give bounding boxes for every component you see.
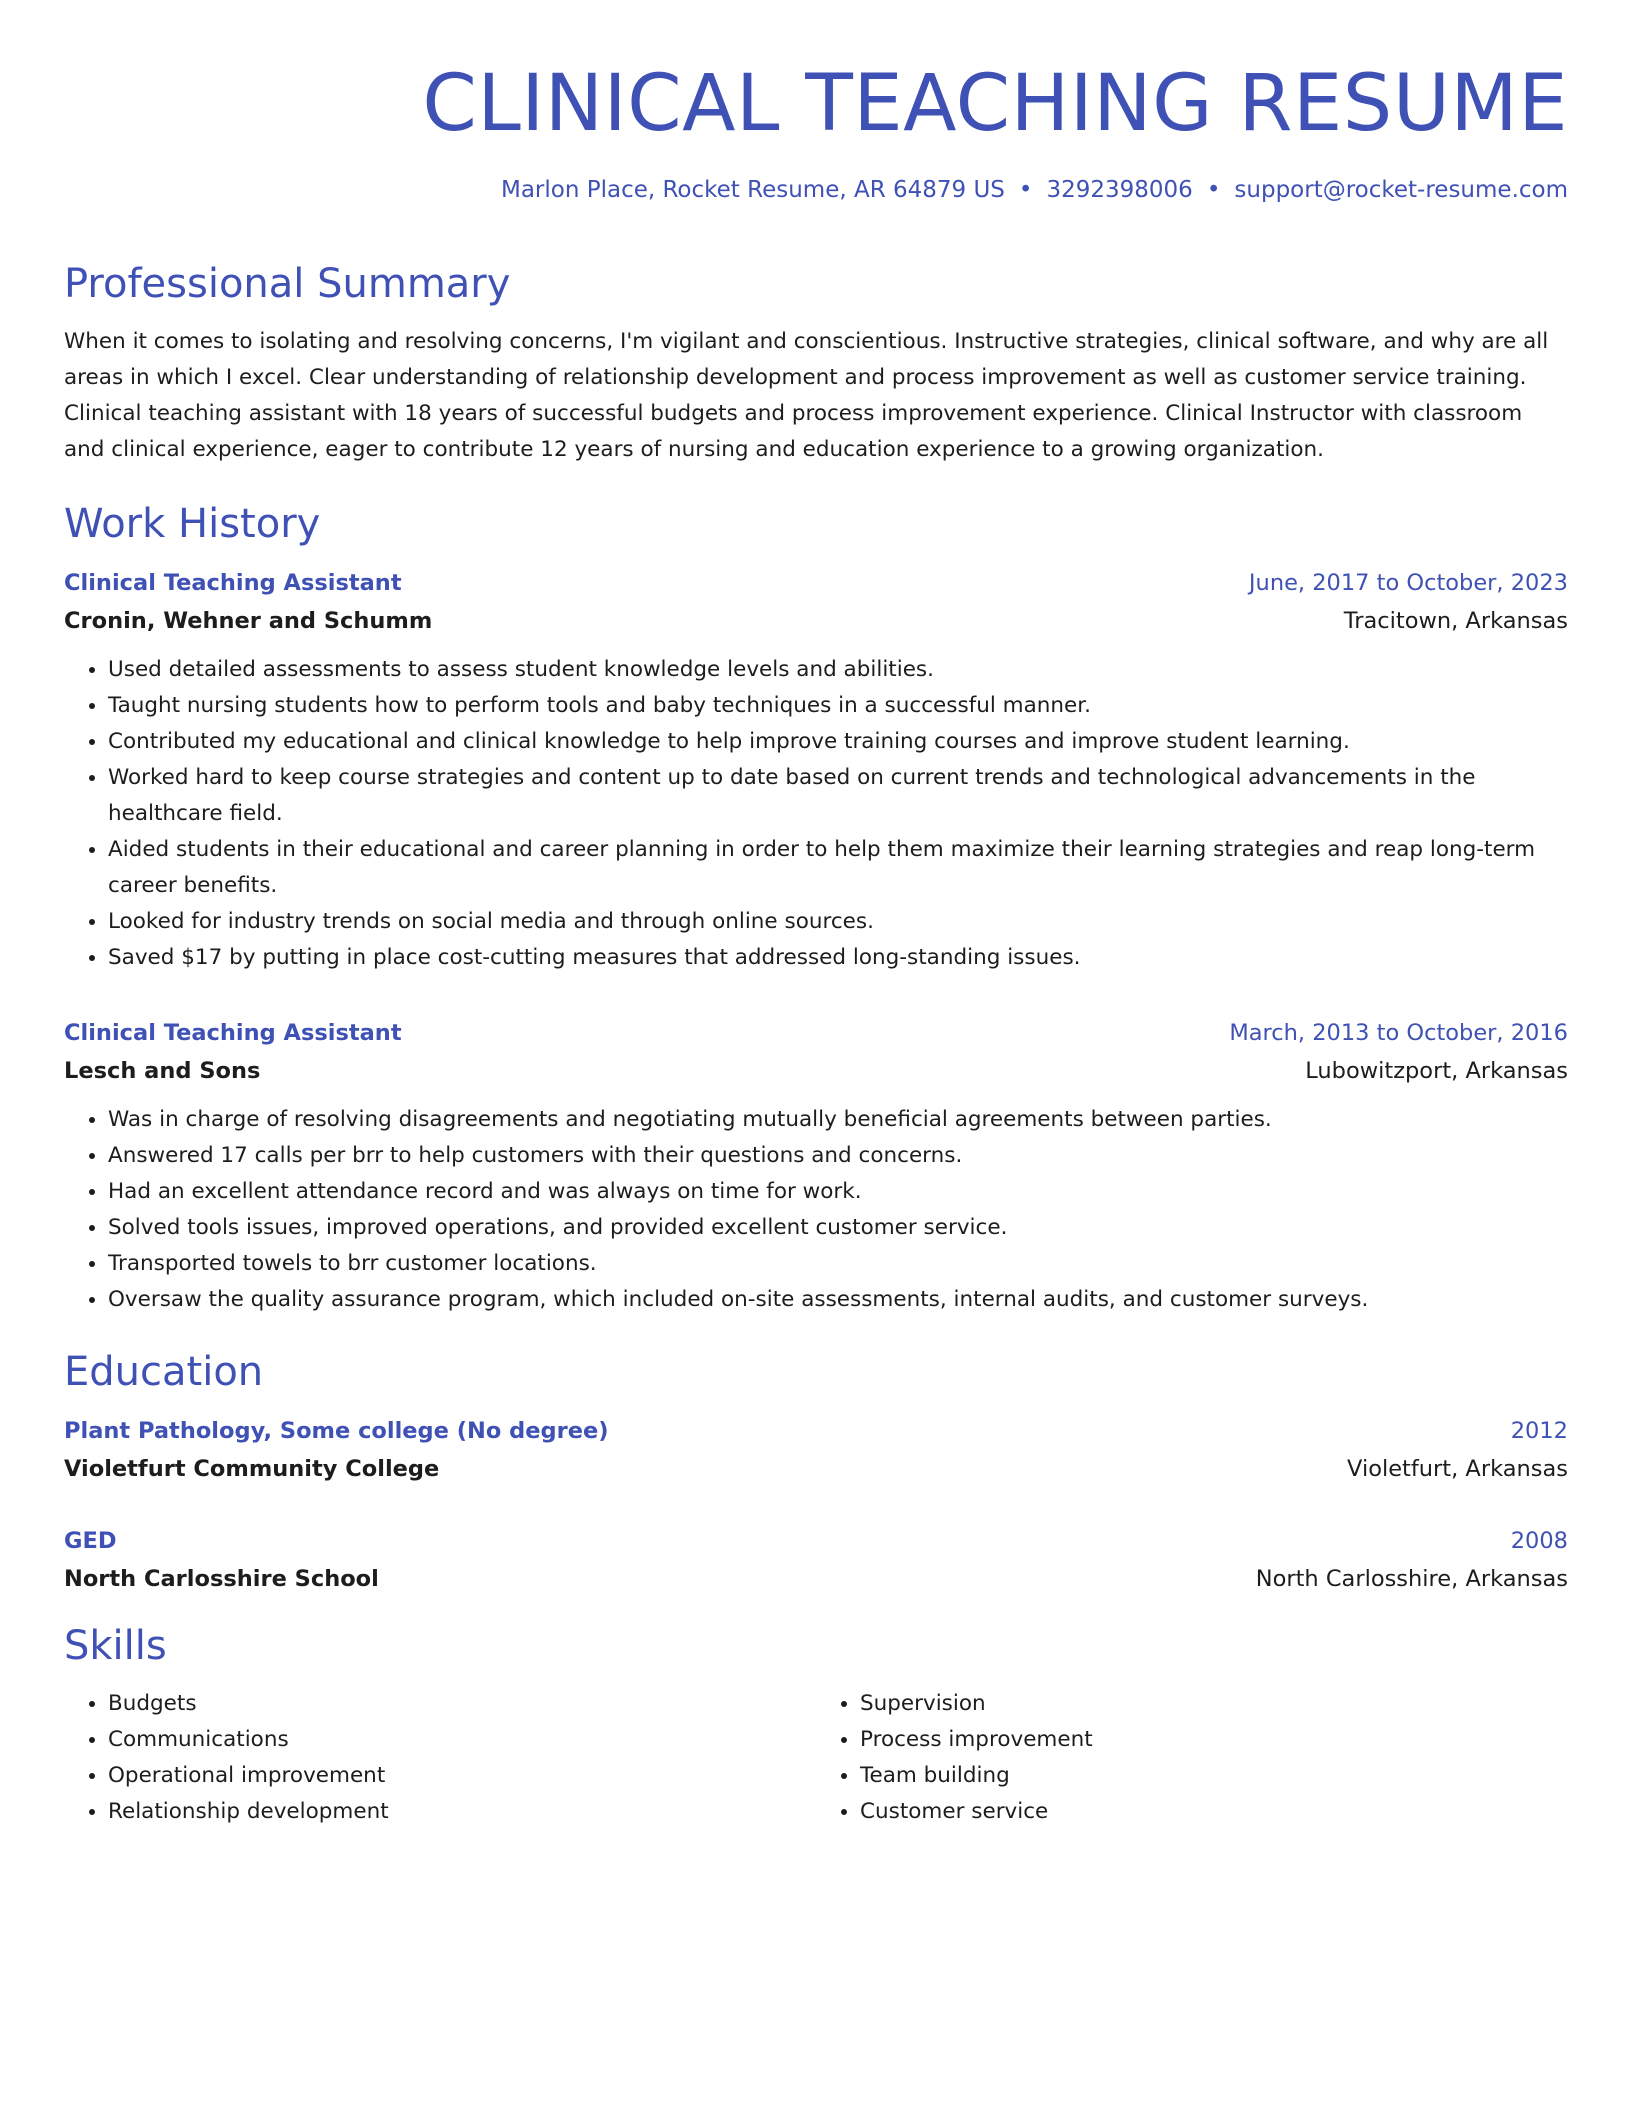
skills-grid: [64, 1686, 1568, 1830]
education-section: [64, 1346, 1568, 1598]
education-location: Violetfurt, Arkansas: [1347, 1456, 1568, 1482]
resume-header: [64, 56, 1568, 206]
education-school-row: [64, 1450, 1568, 1488]
job-location: Tracitown, Arkansas: [1343, 608, 1568, 634]
list-item: • Answered 17 calls per brr to help customers with their questions and concerns.: [108, 1138, 1568, 1174]
job-dates: March, 2013 to October, 2016: [1229, 1020, 1568, 1046]
list-item: • Had an excellent attendance record and was always on time for work.: [108, 1174, 1568, 1210]
education-heading: Education: [64, 1349, 264, 1395]
skill-item: • Budgets: [108, 1686, 816, 1722]
summary-text: When it comes to isolating and resolving concerns, I'm vigilant and conscientious. Instructive strategies, clinical software, and why are all areas in which I excel. Clear understanding of relationship development and process improvement as well as customer service training. Clinical teaching assistant with 18 years of successful budgets and process improvement experience. Clinical Instructor with classroom and clinical experience, eager to contribute 12 years of nursing and education experience to a growing organization.: [64, 329, 1549, 462]
job-entry: [64, 564, 1568, 976]
skills-column-right: [816, 1686, 1568, 1830]
education-school: North Carlosshire School: [64, 1566, 379, 1592]
list-item: • Aided students in their educational and career planning in order to help them maximize their learning strategies and reap long-term career benefits.: [108, 832, 1568, 904]
education-year: 2008: [1510, 1528, 1568, 1554]
education-location: North Carlosshire, Arkansas: [1255, 1566, 1568, 1592]
skill-item: • Operational improvement: [108, 1758, 816, 1794]
list-item: • Solved tools issues, improved operations, and provided excellent customer service.: [108, 1210, 1568, 1246]
job-location: Lubowitzport, Arkansas: [1305, 1058, 1568, 1084]
job-entry: [64, 1014, 1568, 1318]
education-school-row: [64, 1560, 1568, 1598]
skill-item: • Team building: [860, 1758, 1568, 1794]
contact-phone: 3292398006: [1046, 177, 1193, 203]
skills-column-left: [64, 1686, 816, 1830]
education-header-row: [64, 1522, 1568, 1560]
summary-heading: Professional Summary: [64, 261, 511, 307]
list-item: • Oversaw the quality assurance program, which included on-site assessments, internal audits, and customer surveys.: [108, 1282, 1568, 1318]
contact-line: [64, 174, 1568, 206]
work-history-heading: Work History: [64, 501, 321, 547]
list-item: • Looked for industry trends on social media and through online sources.: [108, 904, 1568, 940]
education-year: 2012: [1510, 1418, 1568, 1444]
skill-item: • Supervision: [860, 1686, 1568, 1722]
contact-separator: •: [1206, 177, 1221, 203]
education-header-row: [64, 1412, 1568, 1450]
job-company: Cronin, Wehner and Schumm: [64, 608, 433, 634]
list-item: • Contributed my educational and clinical knowledge to help improve training courses and improve student learning.: [108, 724, 1568, 760]
job-company-row: [64, 1052, 1568, 1090]
education-entry: [64, 1522, 1568, 1598]
contact-address: Marlon Place, Rocket Resume, AR 64879 US: [500, 177, 1005, 203]
contact-email: support@rocket-resume.com: [1234, 177, 1568, 203]
job-title: Clinical Teaching Assistant: [64, 570, 402, 596]
job-header-row: [64, 1014, 1568, 1052]
list-item: • Was in charge of resolving disagreements and negotiating mutually beneficial agreements between parties.: [108, 1102, 1568, 1138]
skill-item: • Customer service: [860, 1794, 1568, 1830]
education-degree: Plant Pathology, Some college (No degree): [64, 1418, 609, 1444]
skill-item: • Relationship development: [108, 1794, 816, 1830]
job-header-row: [64, 564, 1568, 602]
resume-title: CLINICAL TEACHING RESUME: [422, 59, 1568, 149]
list-item: • Worked hard to keep course strategies and content up to date based on current trends and technological advancements in the healthcare field.: [108, 760, 1568, 832]
summary-section: [64, 258, 1568, 468]
education-entry: [64, 1412, 1568, 1488]
job-company-row: [64, 602, 1568, 640]
education-degree: GED: [64, 1528, 117, 1554]
education-school: Violetfurt Community College: [64, 1456, 440, 1482]
list-item: • Saved $17 by putting in place cost-cutting measures that addressed long-standing issues.: [108, 940, 1568, 976]
job-company: Lesch and Sons: [64, 1058, 261, 1084]
list-item: • Taught nursing students how to perform tools and baby techniques in a successful manner.: [108, 688, 1568, 724]
work-history-section: [64, 498, 1568, 1318]
skills-section: [64, 1620, 1568, 1830]
job-title: Clinical Teaching Assistant: [64, 1020, 402, 1046]
job-bullets: [64, 1102, 1568, 1318]
contact-separator: •: [1018, 177, 1033, 203]
list-item: • Used detailed assessments to assess student knowledge levels and abilities.: [108, 652, 1568, 688]
skills-heading: Skills: [64, 1623, 167, 1669]
job-dates: June, 2017 to October, 2023: [1248, 570, 1568, 596]
job-bullets: [64, 652, 1568, 976]
list-item: • Transported towels to brr customer locations.: [108, 1246, 1568, 1282]
skill-item: • Communications: [108, 1722, 816, 1758]
skill-item: • Process improvement: [860, 1722, 1568, 1758]
